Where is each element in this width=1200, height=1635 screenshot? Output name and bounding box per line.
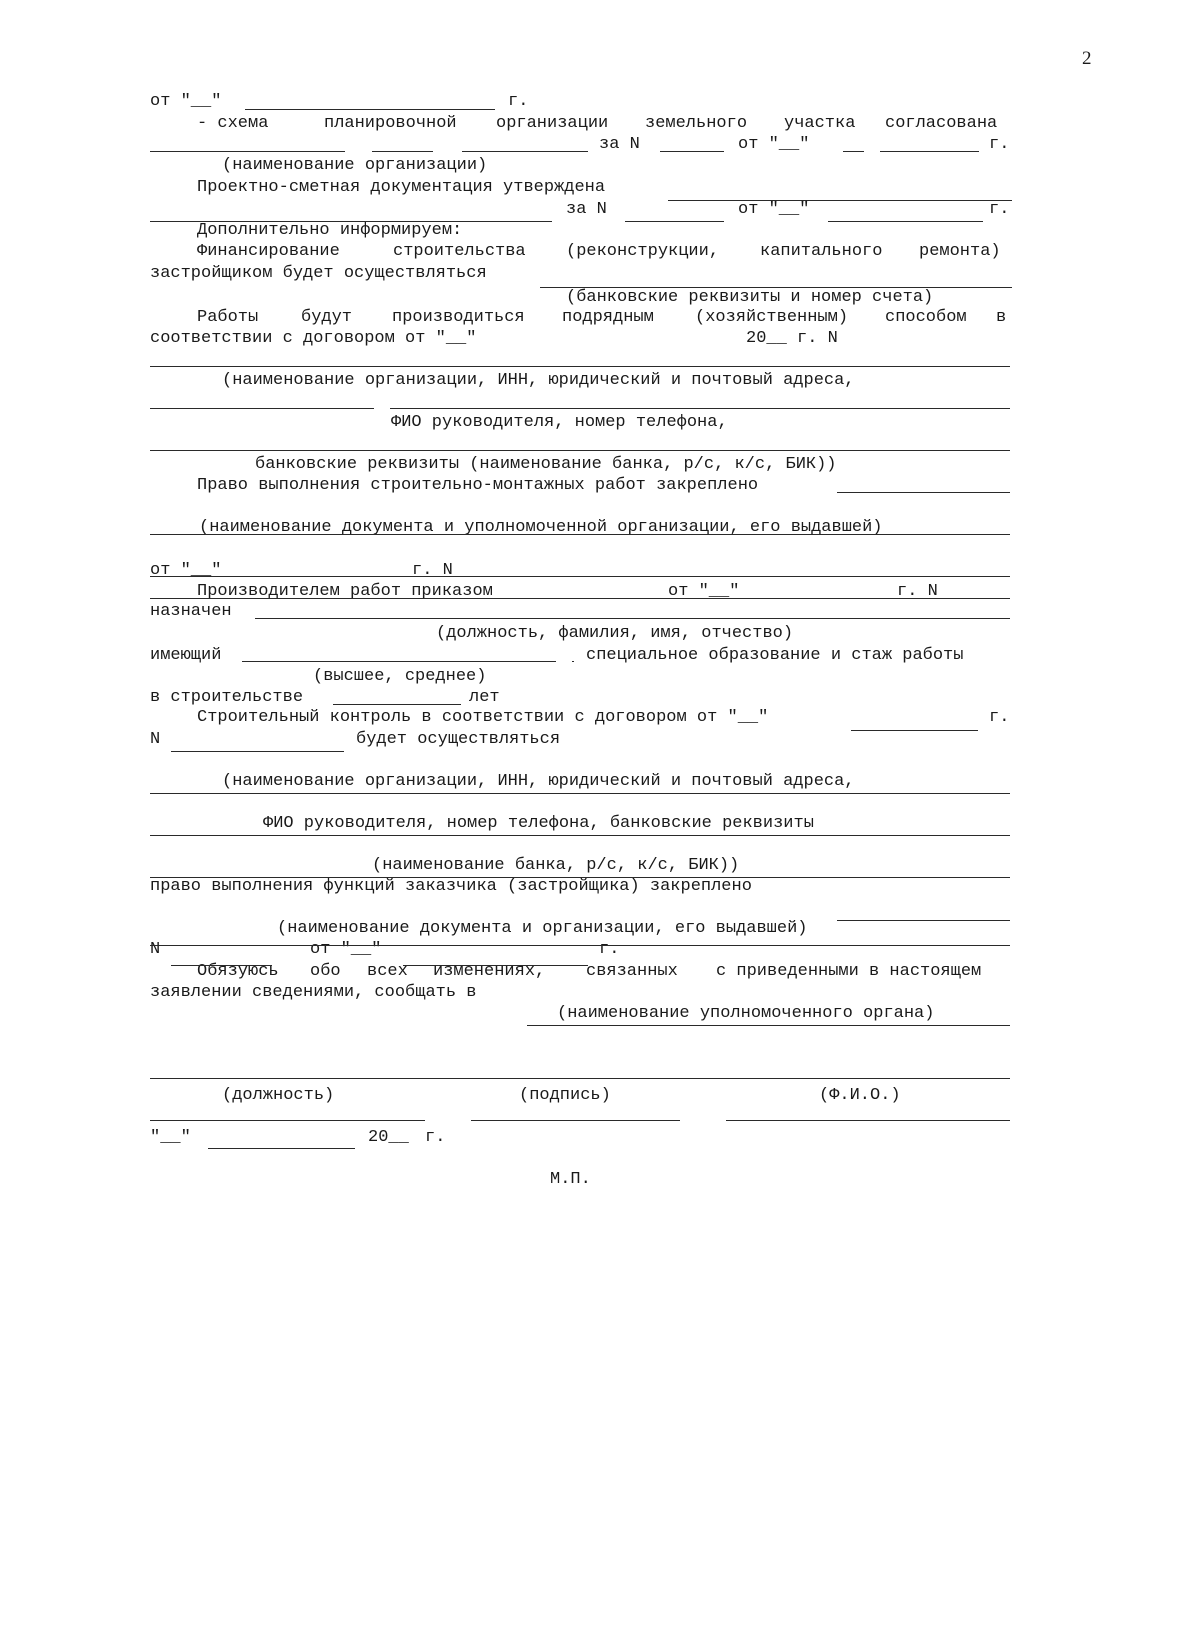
form-text: специальное образование и стаж работы xyxy=(586,646,964,665)
form-text: "__" xyxy=(150,1128,191,1147)
form-text: Проектно-сметная документация утверждена xyxy=(197,178,606,197)
fill-in-line xyxy=(208,1148,355,1149)
fill-in-line xyxy=(150,835,1010,836)
form-text: (банковские реквизиты и номер счета) xyxy=(566,288,934,307)
form-text: (наименование банка, р/с, к/с, БИК)) xyxy=(372,856,740,875)
form-text: согласована xyxy=(885,114,998,133)
form-text: N xyxy=(150,940,161,959)
form-text: подрядным xyxy=(562,308,654,327)
fill-in-line xyxy=(390,408,1010,409)
form-text: будет осуществляться xyxy=(356,730,561,749)
form-text: Дополнительно информируем: xyxy=(197,221,463,240)
fill-in-line xyxy=(150,1078,1010,1079)
form-text: (наименование организации) xyxy=(222,156,488,175)
fill-in-line xyxy=(837,920,1010,921)
form-text: (наименование документа и организации, его выдавшей) xyxy=(277,919,808,938)
form-text: ФИО руководителя, номер телефона, банковские реквизиты xyxy=(263,814,814,833)
form-text: г. xyxy=(508,92,529,111)
fill-in-line xyxy=(851,730,978,731)
form-text: (наименование уполномоченного органа) xyxy=(557,1004,935,1023)
form-text: капитального xyxy=(760,242,883,261)
form-text: назначен xyxy=(150,602,232,621)
form-text: обо xyxy=(310,962,341,981)
form-text: (наименование документа и уполномоченной организации, его выдавшей) xyxy=(199,518,883,537)
form-text: Финансирование xyxy=(197,242,340,261)
form-text: г. xyxy=(989,708,1010,727)
form-text: в xyxy=(996,308,1007,327)
form-text: (наименование организации, ИНН, юридический и почтовый адреса, xyxy=(222,772,855,791)
form-text: г. xyxy=(425,1128,446,1147)
form-text: право выполнения функций заказчика (застройщика) закреплено xyxy=(150,877,752,896)
form-text: (должность, фамилия, имя, отчество) xyxy=(436,624,794,643)
form-text: N xyxy=(150,730,161,749)
fill-in-line xyxy=(150,408,374,409)
fill-in-line xyxy=(527,1025,1010,1026)
form-text: г. xyxy=(599,940,620,959)
fill-in-line xyxy=(759,598,885,599)
fill-in-line xyxy=(150,221,552,222)
form-text: от "__" xyxy=(150,561,222,580)
form-text: банковские реквизиты (наименование банка, р/с, к/с, БИК)) xyxy=(255,455,837,474)
fill-in-line xyxy=(171,751,344,752)
fill-in-line xyxy=(837,492,1010,493)
fill-in-line xyxy=(150,450,1010,451)
form-text: (подпись) xyxy=(519,1086,611,1105)
fill-in-line xyxy=(333,704,461,705)
form-text: от "__" xyxy=(738,200,810,219)
fill-in-line xyxy=(150,877,1010,878)
form-text: заявлении сведениями, сообщать в xyxy=(150,983,477,1002)
fill-in-line xyxy=(726,1120,1010,1121)
fill-in-line xyxy=(150,793,1010,794)
form-text: (должность) xyxy=(222,1086,335,1105)
form-text: (наименование организации, ИНН, юридический и почтовый адреса, xyxy=(222,371,855,390)
form-text: (Ф.И.О.) xyxy=(819,1086,901,1105)
fill-in-line xyxy=(459,576,644,577)
fill-in-line xyxy=(245,109,495,110)
fill-in-line xyxy=(950,598,1010,599)
fill-in-line xyxy=(828,221,983,222)
form-text: застройщиком будет осуществляться xyxy=(150,264,487,283)
fill-in-line xyxy=(668,200,1012,201)
fill-in-line xyxy=(240,576,402,577)
page-number: 2 xyxy=(1082,48,1092,69)
form-text: Обязуюсь xyxy=(197,962,279,981)
form-text: способом xyxy=(885,308,967,327)
form-text: будут xyxy=(301,308,353,327)
fill-in-line xyxy=(403,965,588,966)
fill-in-line xyxy=(572,661,574,662)
form-text: изменениях, xyxy=(433,962,546,981)
form-text: от "__" xyxy=(738,135,810,154)
fill-in-line xyxy=(880,151,979,152)
form-text: (хозяйственным) xyxy=(695,308,849,327)
form-text: за N xyxy=(599,135,640,154)
fill-in-line xyxy=(242,661,556,662)
form-text: г. xyxy=(989,135,1010,154)
form-text: строительства xyxy=(393,242,526,261)
form-text: Работы xyxy=(197,308,259,327)
form-text: (реконструкции, xyxy=(566,242,720,261)
fill-in-line xyxy=(462,151,588,152)
form-text: лет xyxy=(469,688,500,707)
form-text: Право выполнения строительно-монтажных работ закреплено xyxy=(197,476,759,495)
form-text: от "__" xyxy=(668,582,740,601)
form-text: планировочной xyxy=(324,114,457,133)
form-text: Производителем работ приказом xyxy=(197,582,493,601)
fill-in-line xyxy=(150,366,1010,367)
fill-in-line xyxy=(150,534,1010,535)
form-text: - схема xyxy=(197,114,269,133)
fill-in-line xyxy=(255,618,1010,619)
form-text: за N xyxy=(566,200,607,219)
form-text: имеющий xyxy=(150,646,222,665)
fill-in-line xyxy=(660,151,724,152)
fill-in-line xyxy=(150,945,1010,946)
form-text: организации xyxy=(496,114,609,133)
form-text: 20__ г. N xyxy=(746,329,838,348)
form-text: связанных xyxy=(586,962,678,981)
fill-in-line xyxy=(540,287,1012,288)
form-text: земельного xyxy=(645,114,748,133)
form-text: ремонта) xyxy=(919,242,1001,261)
form-text: в строительстве xyxy=(150,688,304,707)
form-text: Строительный контроль в соответствии с договором от "__" xyxy=(197,708,769,727)
fill-in-line xyxy=(171,965,272,966)
form-text: г. N xyxy=(897,582,938,601)
fill-in-line xyxy=(150,151,345,152)
fill-in-line xyxy=(150,1120,425,1121)
fill-in-line xyxy=(625,221,724,222)
form-text: 20__ xyxy=(368,1128,409,1147)
fill-in-line xyxy=(471,1120,680,1121)
form-text: от "__" xyxy=(310,940,382,959)
form-text: всех xyxy=(367,962,408,981)
fill-in-line xyxy=(541,598,654,599)
form-text: (высшее, среднее) xyxy=(313,667,487,686)
form-text: ФИО руководителя, номер телефона, xyxy=(391,413,728,432)
form-text: соответствии с договором от "__" xyxy=(150,329,477,348)
form-text: г. xyxy=(989,200,1010,219)
form-text: г. N xyxy=(412,561,453,580)
fill-in-line xyxy=(372,151,433,152)
fill-in-line xyxy=(843,151,864,152)
form-text: производиться xyxy=(392,308,525,327)
form-text: с приведенными в настоящем xyxy=(716,962,982,981)
form-text: от "__" xyxy=(150,92,222,111)
form-text: участка xyxy=(784,114,856,133)
form-text: М.П. xyxy=(550,1170,591,1189)
